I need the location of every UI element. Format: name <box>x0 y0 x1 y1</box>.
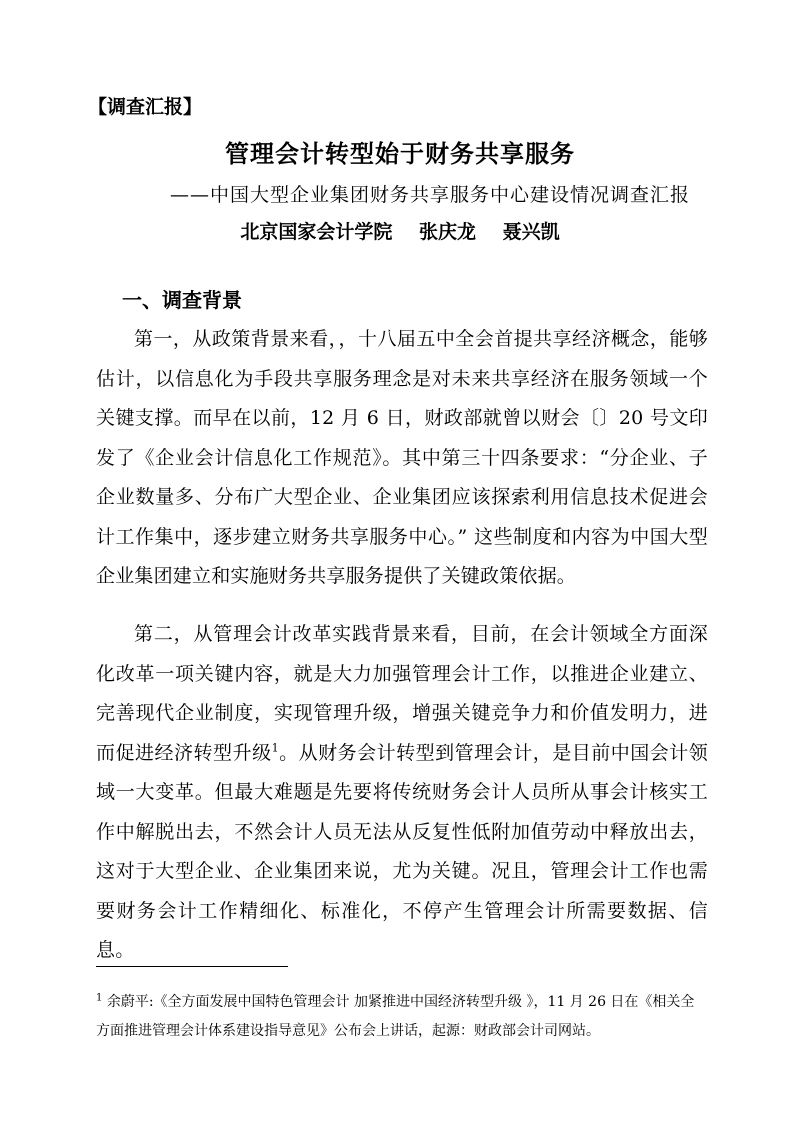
author-name: 聂兴凯 <box>502 221 560 243</box>
body-paragraph: 第一，从政策背景来看，，十八届五中全会首提共享经济概念，能够估计，以信息化为手段共享服务理念是对未来共享经济在服务领域一个关键支撑。而早在以前，12 月 6 日，财政部就曾以财会〔〕20 号文印发了《企业会计信息化工作规范》。其中第三十四条要求：“分企业、子企业数量多、分布广大型企业、企业集团应该探索利用信息技术促进会计工作集中，逐步建立财务共享服务中心。” 这些制度和内容为中国大型企业集团建立和实施财务共享服务提供了关键政策依据。 <box>96 328 708 587</box>
footnote-divider <box>96 966 288 967</box>
author-institution: 北京国家会计学院 <box>240 221 393 243</box>
footnote-text: 余蔚平:《全方面发展中国特色管理会计 加紧推进中国经济转型升级 》，11 月 26 日在《相关全方面推进管理会计体系建设指导意见》公布会上讲话，起源：财政部会计司网站。 <box>96 994 695 1039</box>
document-title: 管理会计转型始于财务共享服务 <box>225 140 575 168</box>
body-paragraph <box>96 615 708 971</box>
section-heading: 一、调查背景 <box>122 288 242 312</box>
footnote-marker: 1 <box>96 992 103 1004</box>
author-line <box>0 217 800 244</box>
paragraph-text: 。从财务会计转型到管理会计，是目前中国会计领域一大变革。但最大难题是先要将传统财务会计人员所从事会计核实工作中解脱出去，不然会计人员无法从反复性低附加值劳动中释放出去，这对于大型企业、企业集团来说，尤为关键。况且，管理会计工作也需要财务会计工作精细化、标准化，不停产生管理会计所需要数据、信息。 <box>96 741 708 961</box>
footnote-reference[interactable]: 1 <box>271 741 279 755</box>
footnote <box>96 988 708 1046</box>
paragraph-text: 第二，从管理会计改革实践背景来看，目前，在会计领域全方面深化改革一项关键内容，就是大力加强管理会计工作，以推进企业建立、完善现代企业制度，实现管理升级，增强关键竞争力和价值发明力，进而促进经济转型升级 <box>96 623 708 764</box>
document-subtitle: ——中国大型企业集团财务共享服务中心建设情况调查汇报 <box>169 184 690 206</box>
author-name: 张庆龙 <box>418 221 476 243</box>
report-type-tag: 【调查汇报】 <box>88 96 203 118</box>
